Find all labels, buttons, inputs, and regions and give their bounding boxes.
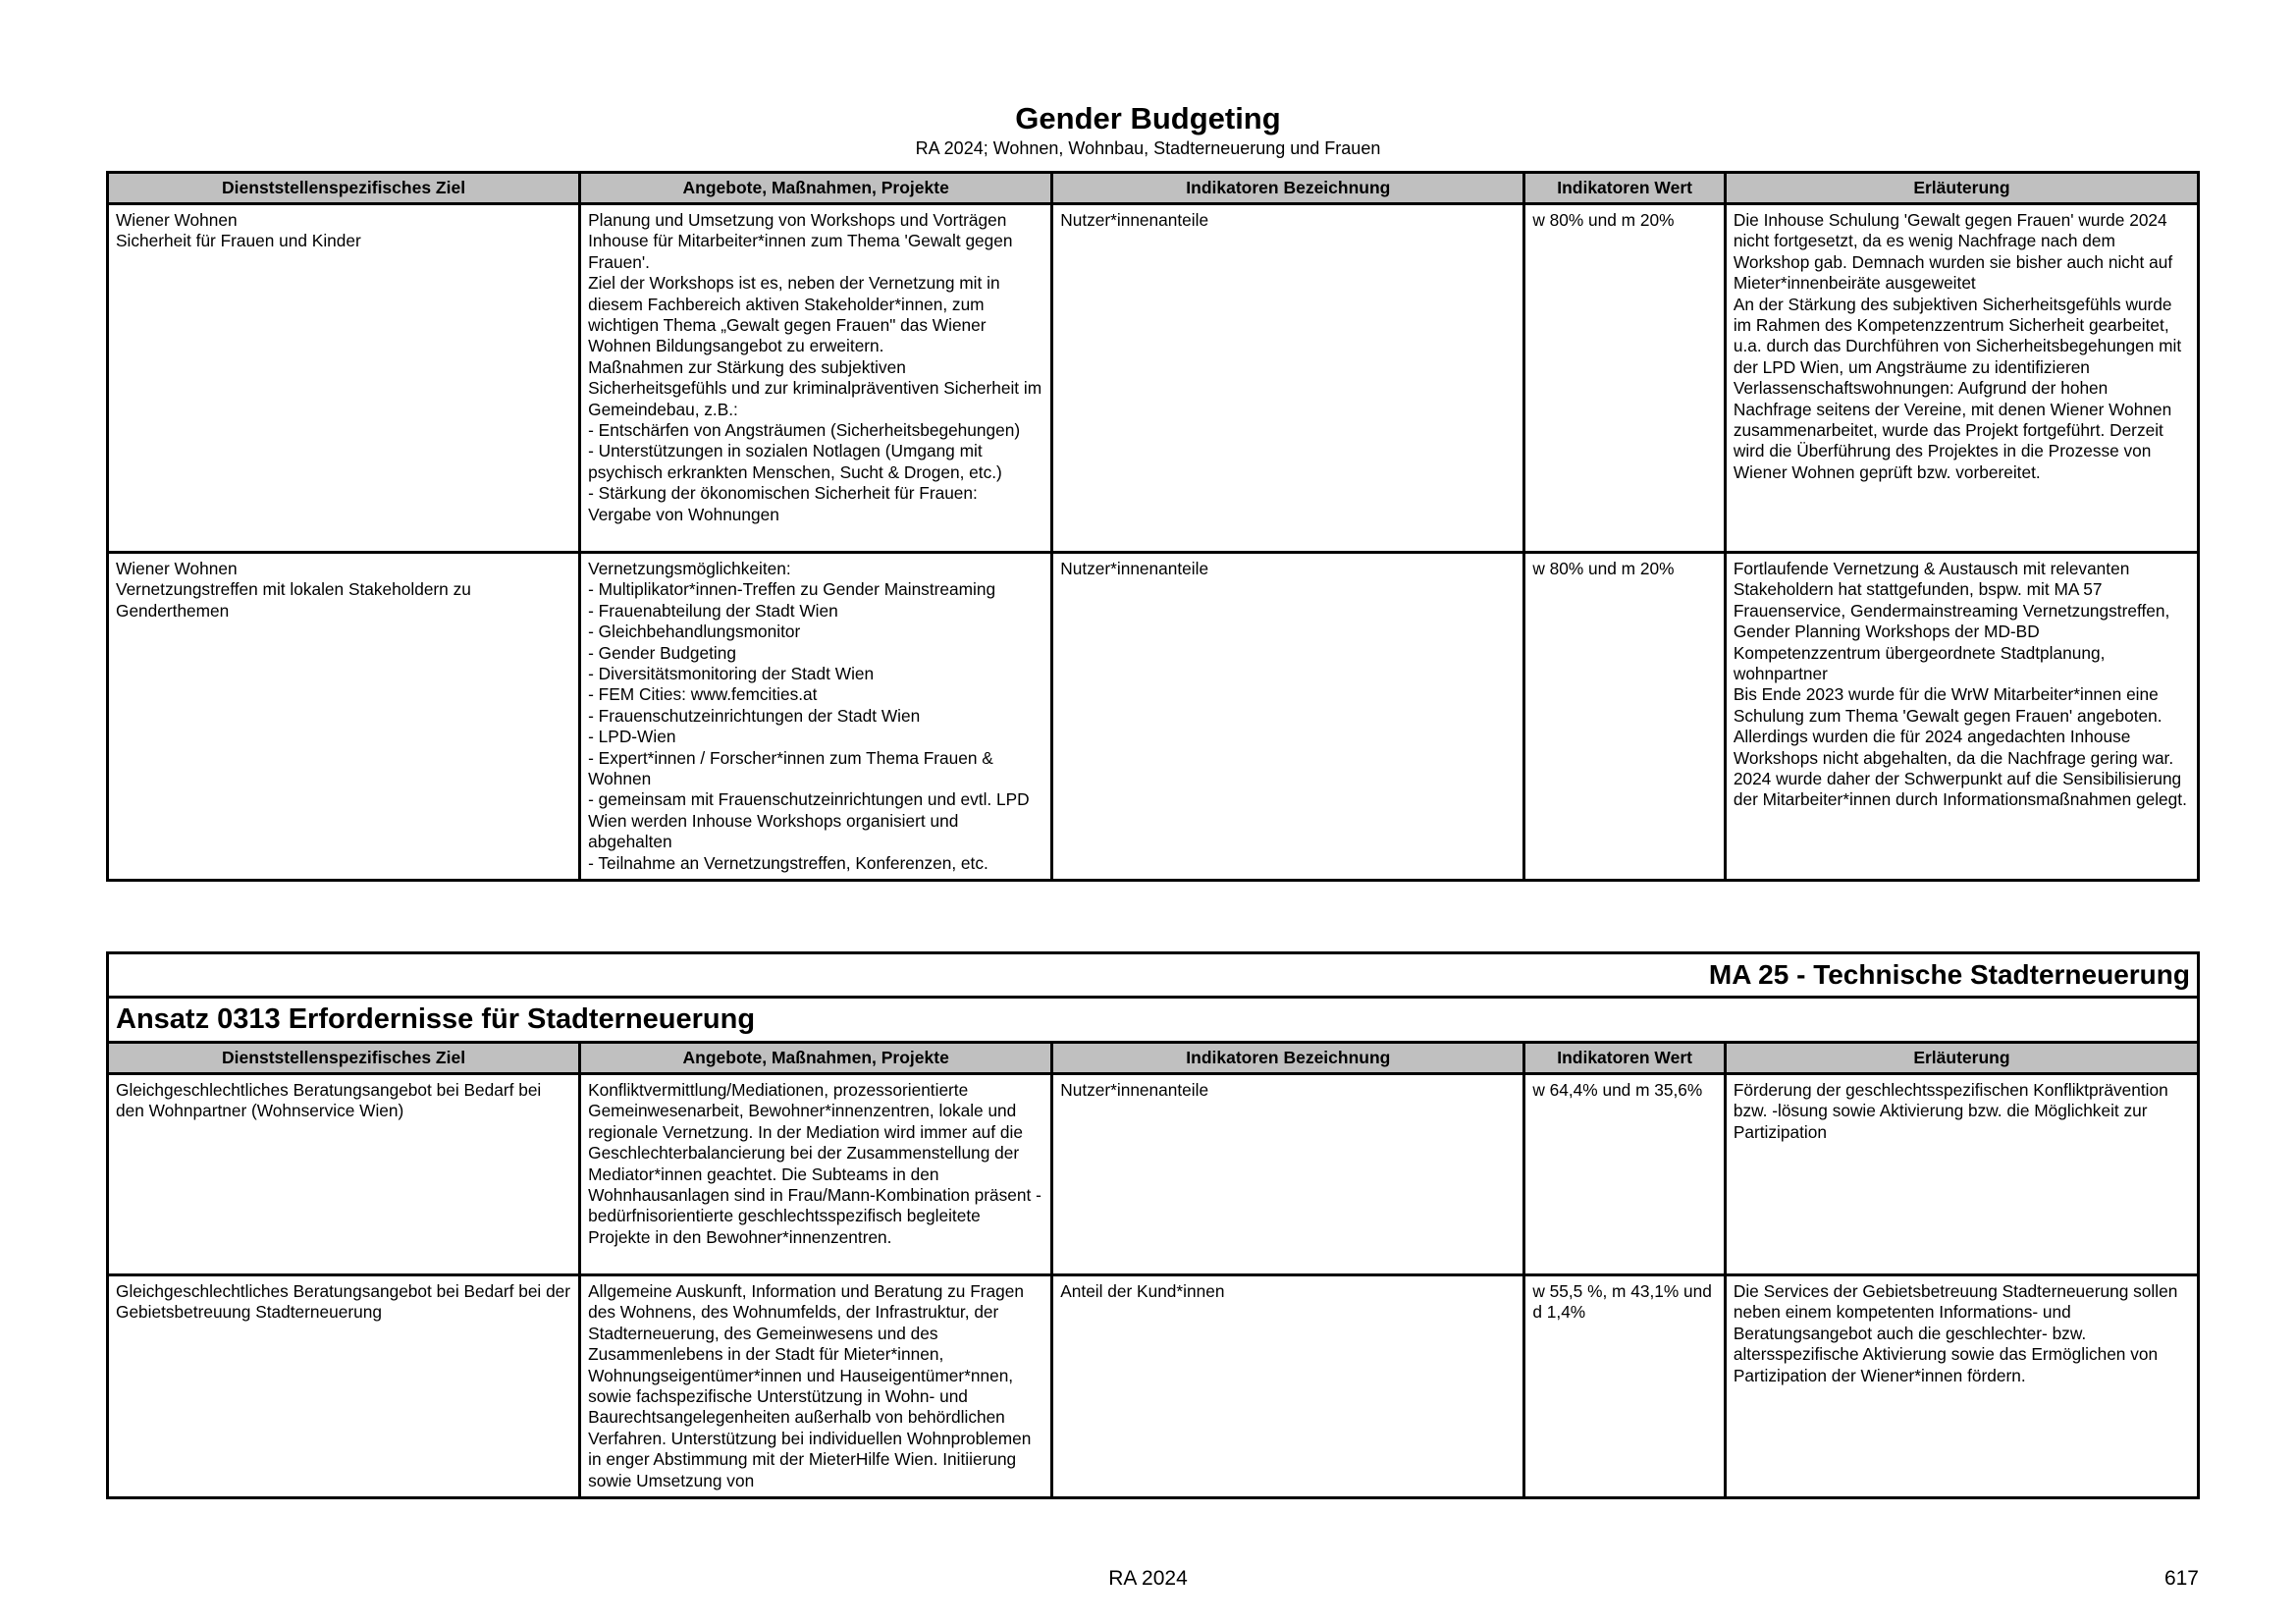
ziel-cell: Wiener Wohnen Vernetzungstreffen mit lokalen Stakeholdern zu Genderthemen	[108, 553, 580, 881]
wert-cell: w 80% und m 20%	[1524, 204, 1725, 553]
ziel-cell: Wiener Wohnen Sicherheit für Frauen und Kinder	[108, 204, 580, 553]
table-row	[108, 1074, 2199, 1275]
table-header-row	[108, 1043, 2199, 1074]
erlaeuterung-cell: Die Inhouse Schulung 'Gewalt gegen Frauen' wurde 2024 nicht fortgesetzt, da es wenig Nachfrage nach dem Workshop gab. Demnach wurden sie bisher auch nicht auf Mieter*innenbeiräte ausgeweitet An der Stärkung des subjektiven Sicherheitsgefühls wurde im Rahmen des Kompetenzzentrum Sicherheit gearbeitet, u.a. durch das Durchführen von Sicherheitsbegehungen mit der LPD Wien, um Angsträume zu identifizieren Verlassenschaftswohnungen: Aufgrund der hohen Nachfrage seitens der Vereine, mit denen Wiener Wohnen zusammenarbeitet, wurde das Projekt fortgeführt. Derzeit wird die Überführung des Projektes in die Prozesse von Wiener Wohnen geprüft bzw. vorbereitet.	[1725, 204, 2198, 553]
ziel-cell: Gleichgeschlechtliches Beratungsangebot bei Bedarf bei der Gebietsbetreuung Stadterneuerung	[108, 1275, 580, 1498]
column-header-wert: Indikatoren Wert	[1524, 1043, 1725, 1074]
wert-cell: w 55,5 %, m 43,1% und d 1,4%	[1524, 1275, 1725, 1498]
wert-cell: w 80% und m 20%	[1524, 553, 1725, 881]
column-header-indikator: Indikatoren Bezeichnung	[1052, 173, 1524, 204]
column-header-massnahmen: Angebote, Maßnahmen, Projekte	[580, 1043, 1052, 1074]
table-row	[108, 204, 2199, 553]
massnahmen-cell: Planung und Umsetzung von Workshops und Vorträgen Inhouse für Mitarbeiter*innen zum Thema 'Gewalt gegen Frauen'. Ziel der Workshops ist es, neben der Vernetzung mit in diesem Fachbereich aktiven Stakeholder*innen, zum wichtigen Thema „Gewalt gegen Frauen" das Wiener Wohnen Bildungsangebot zu erweitern. Maßnahmen zur Stärkung des subjektiven Sicherheitsgefühls und zur kriminalpräventiven Sicherheit im Gemeindebau, z.B.: - Entschärfen von Angsträumen (Sicherheitsbegehungen) - Unterstützungen in sozialen Notlagen (Umgang mit psychisch erkrankten Menschen, Sucht & Drogen, etc.) - Stärkung der ökonomischen Sicherheit für Frauen: Vergabe von Wohnungen	[580, 204, 1052, 553]
ziel-cell: Gleichgeschlechtliches Beratungsangebot bei Bedarf bei den Wohnpartner (Wohnservice Wien)	[108, 1074, 580, 1275]
indikator-cell: Nutzer*innenanteile	[1052, 1074, 1524, 1275]
table-row	[108, 553, 2199, 881]
page-number: 617	[2163, 1567, 2199, 1590]
column-header-indikator: Indikatoren Bezeichnung	[1052, 1043, 1524, 1074]
massnahmen-cell: Vernetzungsmöglichkeiten: - Multiplikator*innen-Treffen zu Gender Mainstreaming - Frauenabteilung der Stadt Wien - Gleichbehandlungsmonitor - Gender Budgeting - Diversitätsmonitoring der Stadt Wien - FEM Cities: www.femcities.at - Frauenschutzeinrichtungen der Stadt Wien - LPD-Wien - Expert*innen / Forscher*innen zum Thema Frauen & Wohnen - gemeinsam mit Frauenschutzeinrichtungen und evtl. LPD Wien werden Inhouse Workshops organisiert und abgehalten - Teilnahme an Vernetzungstreffen, Konferenzen, etc.	[580, 553, 1052, 881]
erlaeuterung-cell: Die Services der Gebietsbetreuung Stadterneuerung sollen neben einem kompetenten Informations- und Beratungsangebot auch die geschlechter- bzw. altersspezifische Aktivierung sowie das Ermöglichen von Partizipation der Wiener*innen fördern.	[1725, 1275, 2198, 1498]
gender-budgeting-table	[106, 171, 2200, 882]
footer-report-label: RA 2024	[1108, 1567, 1188, 1590]
column-header-ziel: Dienststellenspezifisches Ziel	[108, 173, 580, 204]
column-header-erlaeuterung: Erläuterung	[1725, 173, 2198, 204]
subsection-title-row	[108, 998, 2199, 1043]
stadterneuerung-table	[106, 951, 2200, 1499]
column-header-massnahmen: Angebote, Maßnahmen, Projekte	[580, 173, 1052, 204]
indikator-cell: Nutzer*innenanteile	[1052, 204, 1524, 553]
indikator-cell: Anteil der Kund*innen	[1052, 1275, 1524, 1498]
section-title: MA 25 - Technische Stadterneuerung	[108, 953, 2199, 998]
column-header-ziel: Dienststellenspezifisches Ziel	[108, 1043, 580, 1074]
subsection-title: Ansatz 0313 Erfordernisse für Stadterneuerung	[108, 998, 2199, 1043]
column-header-erlaeuterung: Erläuterung	[1725, 1043, 2198, 1074]
indikator-cell: Nutzer*innenanteile	[1052, 553, 1524, 881]
wert-cell: w 64,4% und m 35,6%	[1524, 1074, 1725, 1275]
massnahmen-cell: Konfliktvermittlung/Mediationen, prozessorientierte Gemeinwesenarbeit, Bewohner*innenzentren, lokale und regionale Vernetzung. In der Mediation wird immer auf die Geschlechterbalancierung bei der Zusammenstellung der Mediator*innen geachtet. Die Subteams in den Wohnhausanlagen sind in Frau/Mann-Kombination präsent - bedürfnisorientierte geschlechtsspezifisch begleitete Projekte in den Bewohner*innenzentren.	[580, 1074, 1052, 1275]
column-header-wert: Indikatoren Wert	[1524, 173, 1725, 204]
page-title: Gender Budgeting	[1015, 101, 1281, 135]
erlaeuterung-cell: Förderung der geschlechtsspezifischen Konfliktprävention bzw. -lösung sowie Aktivierung bzw. die Möglichkeit zur Partizipation	[1725, 1074, 2198, 1275]
section-title-row	[108, 953, 2199, 998]
table-header-row	[108, 173, 2199, 204]
erlaeuterung-cell: Fortlaufende Vernetzung & Austausch mit relevanten Stakeholdern hat stattgefunden, bspw. mit MA 57 Frauenservice, Gendermainstreaming Vernetzungstreffen, Gender Planning Workshops der MD-BD Kompetenzzentrum übergeordnete Stadtplanung, wohnpartner Bis Ende 2023 wurde für die WrW Mitarbeiter*innen eine Schulung zum Thema 'Gewalt gegen Frauen' angeboten. Allerdings wurden die für 2024 angedachten Inhouse Workshops nicht abgehalten, da die Nachfrage gering war. 2024 wurde daher der Schwerpunkt auf die Sensibilisierung der Mitarbeiter*innen durch Informationsmaßnahmen gelegt.	[1725, 553, 2198, 881]
massnahmen-cell: Allgemeine Auskunft, Information und Beratung zu Fragen des Wohnens, des Wohnumfelds, der Infrastruktur, der Stadterneuerung, des Gemeinwesens und des Zusammenlebens in der Stadt für Mieter*innen, Wohnungseigentümer*innen und Hauseigentümer*nnen, sowie fachspezifische Unterstützung in Wohn- und Baurechtsangelegenheiten außerhalb von behördlichen Verfahren. Unterstützung bei individuellen Wohnproblemen in enger Abstimmung mit der MieterHilfe Wien. Initiierung sowie Umsetzung von	[580, 1275, 1052, 1498]
page-subtitle: RA 2024; Wohnen, Wohnbau, Stadterneuerung und Frauen	[915, 138, 1381, 158]
table-row	[108, 1275, 2199, 1498]
